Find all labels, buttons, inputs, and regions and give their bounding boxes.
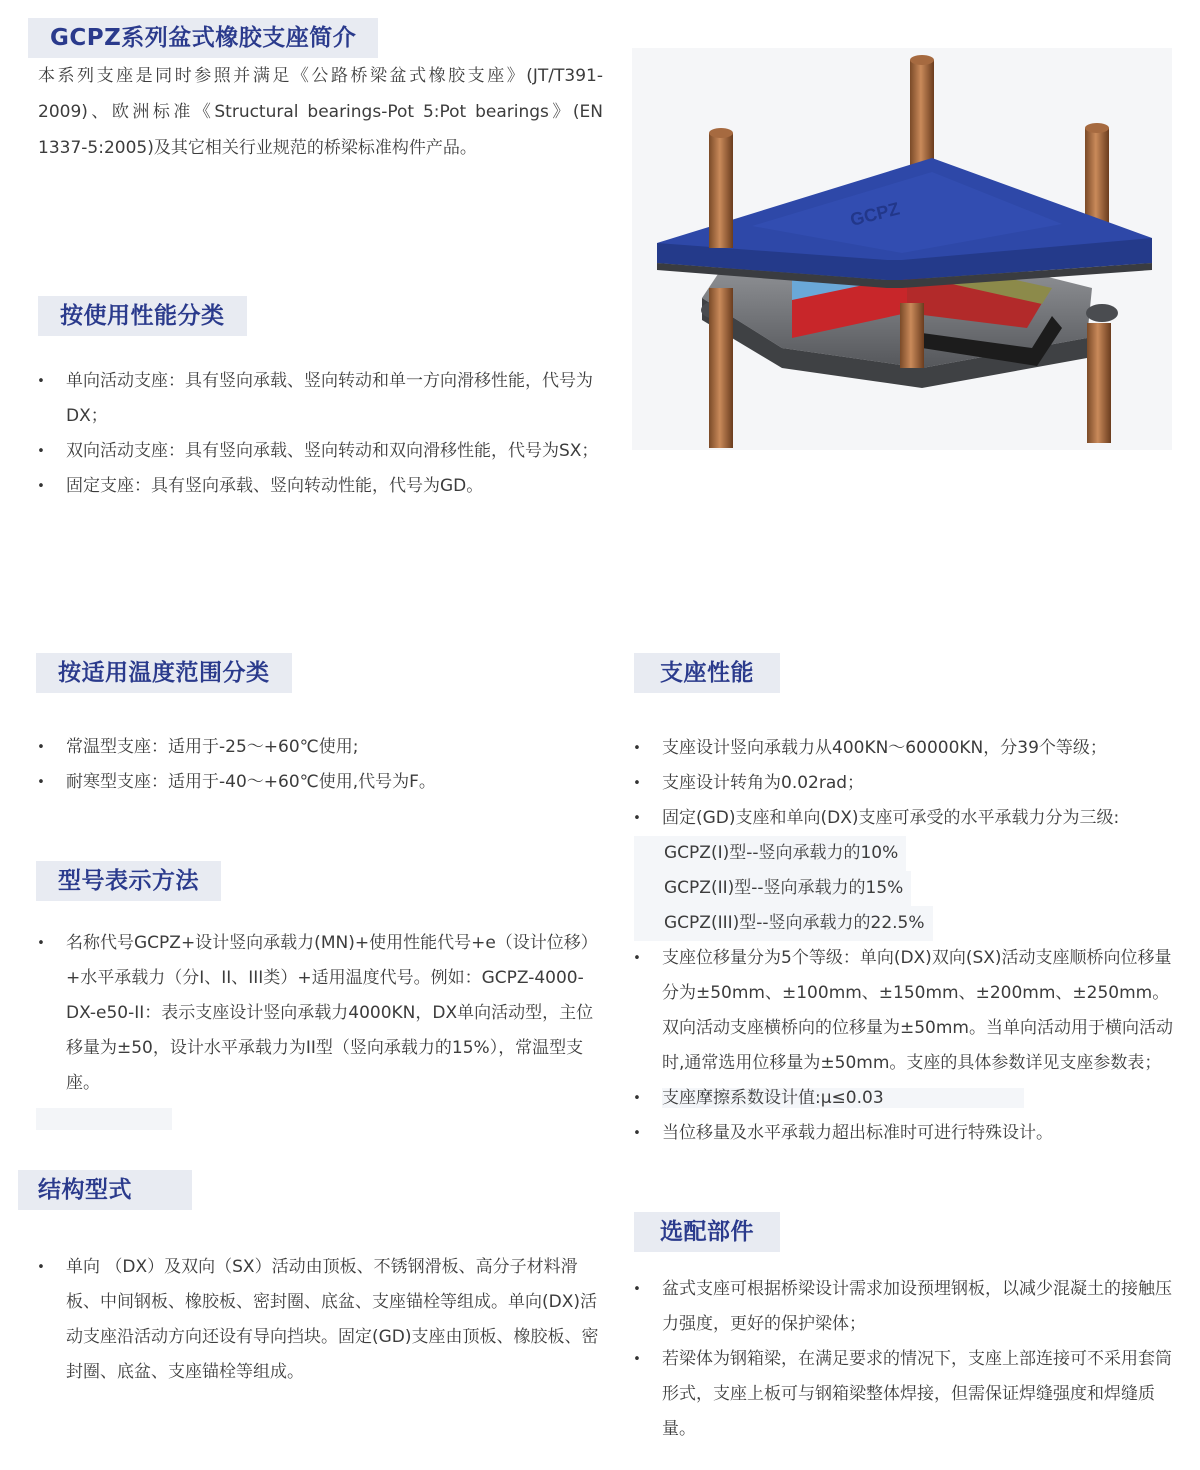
list-item: [36, 434, 604, 469]
model-notation-list: [36, 926, 604, 1101]
bullet: •: [633, 1282, 641, 1297]
optional-parts-list: [632, 1272, 1174, 1447]
list-item-text: 盆式支座可根据桥梁设计需求加设预埋钢板，以减少混凝土的接触压力强度，更好的保护梁体；: [662, 1279, 1172, 1334]
list-item-text: 双向活动支座：具有竖向承载、竖向转动和双向滑移性能，代号为SX；: [66, 441, 599, 461]
intro-paragraph: 本系列支座是同时参照并满足《公路桥梁盆式橡胶支座》(JT/T391-2009)、欧洲标准《Structural bearings-Pot 5:Pot bearings》(EN 1337-5:2005)及其它相关行业规范的桥梁标准构件产品。: [38, 66, 603, 158]
bullet: •: [37, 479, 45, 494]
list-item-text: 当位移量及水平承载力超出标准时可进行特殊设计。: [662, 1123, 1053, 1143]
list-item-text: 单向活动支座：具有竖向承载、竖向转动和单一方向滑移性能，代号为DX；: [66, 371, 593, 426]
list-item: [36, 469, 604, 504]
list-item: [632, 941, 1174, 1081]
list-item: [632, 731, 1174, 766]
list-item-text: 支座设计转角为0.02rad；: [662, 773, 865, 793]
sub-item: [632, 836, 1174, 871]
structure-list: [36, 1250, 604, 1390]
list-item-text: 支座位移量分为5个等级：单向(DX)双向(SX)活动支座顺桥向位移量分为±50mm、±100mm、±150mm、±200mm、±250mm。双向活动支座横桥向的位移量为±50mm。当单向活动用于横向活动时,通常选用位移量为±50mm。支座的具体参数详见支座参数表；: [662, 948, 1173, 1073]
list-item: [36, 765, 604, 800]
list-item-text: 固定支座：具有竖向承载、竖向转动性能，代号为GD。: [66, 476, 484, 496]
list-item-text: 支座设计竖向承载力从400KN～60000KN，分39个等级；: [662, 738, 1107, 758]
list-item: [632, 1272, 1174, 1342]
sub-item-text: GCPZ(I)型--竖向承载力的10%: [634, 836, 906, 871]
list-item: [632, 801, 1174, 836]
list-item-text: 名称代号GCPZ+设计竖向承载力(MN)+使用性能代号+e（设计位移）+水平承载力（分I、II、III类）+适用温度代号。例如：GCPZ-4000-DX-e50-II：表示支座设计竖向承载力4000KN，DX单向活动型，主位移量为±50，设计水平承载力为II型（竖向承载力的15%），常温型支座。: [66, 933, 598, 1093]
bullet: •: [37, 444, 45, 459]
list-item: [632, 1116, 1174, 1151]
list-item: [632, 1081, 1174, 1116]
bullet: •: [633, 1091, 641, 1106]
bearing-performance-heading: 支座性能: [634, 653, 780, 693]
bullet: •: [37, 1260, 45, 1275]
bullet: •: [37, 740, 45, 755]
pot-bearing-illustration: [632, 48, 1172, 450]
list-item: [36, 730, 604, 765]
list-item: [36, 1250, 604, 1390]
bullet: •: [633, 741, 641, 756]
bearing-performance-list: [632, 731, 1174, 1151]
sub-item-text: GCPZ(III)型--竖向承载力的22.5%: [634, 906, 933, 941]
list-item: [632, 1342, 1174, 1447]
bullet: •: [37, 775, 45, 790]
figure-logo-text: GCPZ: [848, 198, 902, 230]
intro-heading: GCPZ系列盆式橡胶支座简介: [28, 18, 378, 58]
bullet: •: [633, 811, 641, 826]
list-item: [36, 364, 604, 434]
list-item-text: 单向 （DX）及双向（SX）活动由顶板、不锈钢滑板、高分子材料滑板、中间钢板、橡胶板、密封圈、底盆、支座锚栓等组成。单向(DX)活动支座沿活动方向还设有导向挡块。固定(GD)支座由顶板、橡胶板、密封圈、底盆、支座锚栓等组成。: [66, 1257, 599, 1382]
list-item: [632, 766, 1174, 801]
bullet: •: [37, 936, 45, 951]
optional-parts-heading: 选配部件: [634, 1212, 780, 1252]
list-item-text: 常温型支座：适用于-25～+60℃使用;: [66, 737, 359, 757]
model-notation-heading: 型号表示方法: [36, 861, 221, 901]
list-item-text: 若梁体为钢箱梁，在满足要求的情况下，支座上部连接可不采用套筒形式，支座上板可与钢箱梁整体焊接，但需保证焊缝强度和焊缝质量。: [662, 1349, 1172, 1439]
bullet: •: [633, 1352, 641, 1367]
list-item-text: 支座摩擦系数设计值:μ≤0.03: [662, 1088, 1024, 1108]
performance-class-heading: 按使用性能分类: [38, 296, 247, 336]
sub-item: [632, 906, 1174, 941]
temperature-class-heading: 按适用温度范围分类: [36, 653, 292, 693]
decorative-stripe: [36, 1108, 172, 1130]
structure-heading: 结构型式: [18, 1170, 192, 1210]
bearing-figure: [632, 48, 1172, 450]
sub-item: [632, 871, 1174, 906]
performance-class-list: [36, 364, 604, 504]
bullet: •: [633, 951, 641, 966]
bullet: •: [37, 374, 45, 389]
list-item-text: 耐寒型支座：适用于-40～+60℃使用,代号为F。: [66, 772, 436, 792]
bullet: •: [633, 1126, 641, 1141]
list-item: [36, 926, 604, 1101]
temperature-class-list: [36, 730, 604, 800]
bullet: •: [633, 776, 641, 791]
sub-item-text: GCPZ(II)型--竖向承载力的15%: [634, 871, 911, 906]
list-item-text: 固定(GD)支座和单向(DX)支座可承受的水平承载力分为三级:: [662, 808, 1120, 828]
